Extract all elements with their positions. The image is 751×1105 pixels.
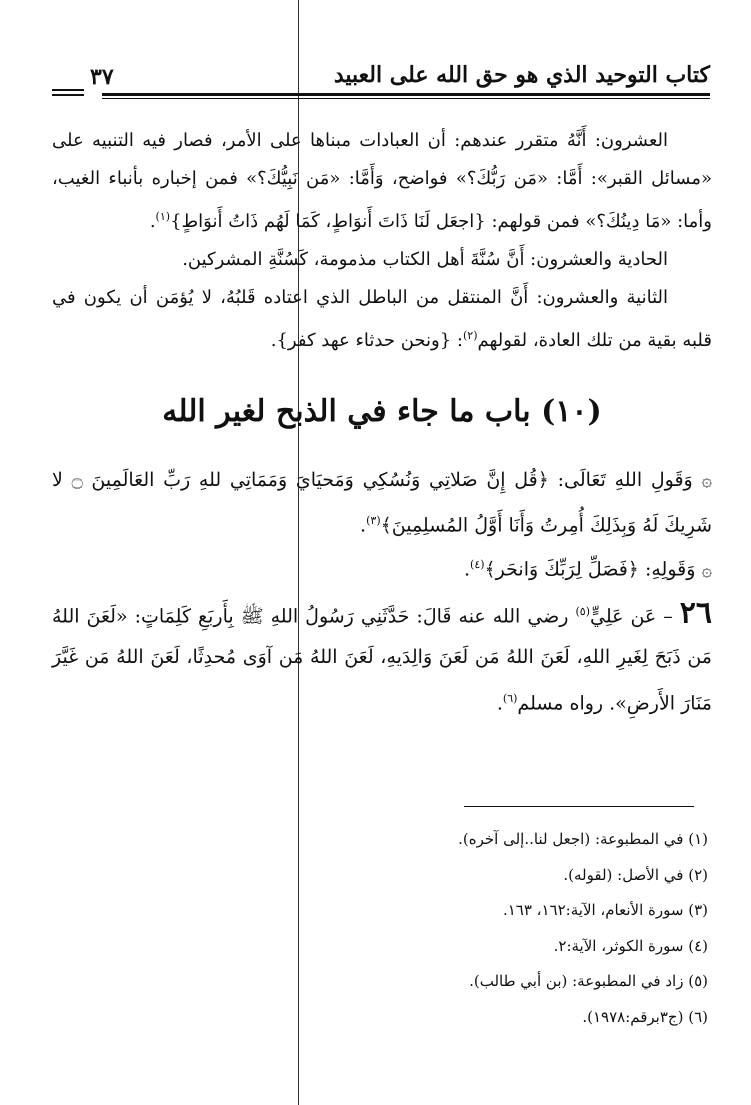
point-20-text: العشرون: أَنَّهُ متقرر عندهم: أن العبادات مبناها على الأمر، فصار فيه التنبيه على «مسائل القبر»: أَمَّا: «مَن رَبُّكَ؟» فواضح، وَأَمَّا: «مَن نَبِيُّكَ؟» فمن إخباره بأنباء الغيب، وأما: «مَا دِينُكَ؟» فمن قولهم: {اجعَل لَنَا ذَاتَ أَنوَاطٍ، كَمَا لَهُم ذَاتُ أَنوَاطٍ} (52, 130, 712, 232)
chapter-heading: (١٠) باب ما جاء في الذبح لغير الله (162, 394, 602, 429)
running-header (52, 62, 710, 102)
footnote-separator (464, 806, 694, 807)
star-ornament-icon: ۞ (701, 470, 712, 491)
footnote-ref: (١) (155, 210, 171, 223)
footnote: (٣) سورة الأنعام، الآية:١٦٢، ١٦٣. (502, 901, 708, 919)
header-dash (52, 94, 84, 96)
header-dash (52, 89, 84, 91)
footnote-ref: (٥) (575, 604, 590, 618)
verse-1: ۞ وَقَولِ اللهِ تَعَالَى: ﴿قُل إِنَّ صَلاتِي وَنُسُكِي وَمَحيَايَ وَمَمَاتِي للهِ رَبِّ العَالَمِينَ ۝ لا شَرِيكَ لَهُ وَبِذَلِكَ أُمِرتُ وَأَنَا أَوَّلُ المُسلِمِينَ﴾$^{(٣)}$. (52, 460, 712, 545)
header-rule-thick (102, 93, 710, 96)
verse-2: ۞ وَقَولِهِ: ﴿فَصَلِّ لِرَبِّكَ وَانحَر﴾$^{(٤)}$. (52, 545, 712, 590)
footnote-ref: (٦) (502, 691, 518, 705)
footnotes (80, 822, 708, 1035)
point-22 (52, 279, 712, 360)
footnote-ref: (٣) (366, 514, 381, 527)
footnote: (٦) (ج٣برقم:١٩٧٨). (582, 1007, 708, 1026)
point-22-text: الثانية والعشرون: أَنَّ المنتقل من الباطل الذي اعتاده قَلبُهُ، لا يُؤمَن أن يكون في قلبه بقية من تلك العادة، لقولهم (52, 287, 712, 351)
page-content (52, 122, 712, 724)
header-title: كتاب التوحيد الذي هو حق الله على العبيد (333, 62, 710, 88)
footnote-ref: (٤) (470, 558, 485, 572)
point-20: العشرون: أَنَّهُ متقرر عندهم: أن العبادات مبناها على الأمر، فصار فيه التنبيه على «مسائل القبر»: أَمَّا: «مَن رَبُّكَ؟» فواضح، وَأَمَّا: «مَن نَبِيُّكَ؟» فمن إخباره بأنباء الغيب، وأما: «مَا دِينُكَ؟» فمن قولهم: {اجعَل لَنَا ذَاتَ أَنوَاطٍ، كَمَا لَهُم ذَاتُ أَنوَاطٍ}$^{(١)}$. (52, 130, 712, 232)
hadith-text: رضي الله عنه قَالَ: حَدَّثَنِي رَسُولُ اللهِ ﷺ بِأَربَعِ كَلِمَاتٍ: «لَعَنَ اللهُ مَن ذَبَحَ لِغَيرِ اللهِ، لَعَنَ اللهُ مَن لَعَنَ وَالِدَيهِ، لَعَنَ اللهُ مَن آوَى مُحدِثًا، لَعَنَ اللهُ مَن غَيَّرَ مَنَارَ الأَرضِ». رواه مسلم (52, 604, 712, 715)
footnote-ref: (٢) (462, 329, 478, 342)
footnote: (٤) سورة الكوثر، الآية:٢. (553, 936, 708, 955)
hadith-number: ٢٦ (679, 594, 713, 630)
hadith-26: ٢٦ – عَن عَلِيٍّ$^{(٥)}$ رضي الله عنه قَالَ: حَدَّثَنِي رَسُولُ اللهِ ﷺ بِأَربَعِ كَلِمَاتٍ: «لَعَنَ اللهُ مَن ذَبَحَ لِغَيرِ اللهِ، لَعَنَ اللهُ مَن لَعَنَ وَالِدَيهِ، لَعَنَ اللهُ مَن آوَى مُحدِثًا، لَعَنَ اللهُ مَن غَيَّرَ مَنَارَ الأَرضِ». رواه مسلم$^{(٦)}$. (52, 594, 713, 715)
header-rule-thin (102, 98, 710, 99)
verse-1-text: وَقَولِ اللهِ تَعَالَى: ﴿قُل إِنَّ صَلاتِي وَنُسُكِي وَمَحيَايَ وَمَمَاتِي للهِ رَبِّ العَالَمِينَ ۝ لا شَرِيكَ لَهُ وَبِذَلِكَ أُمِرتُ وَأَنَا أَوَّلُ المُسلِمِينَ﴾ (52, 469, 712, 537)
point-22-quote: : {ونحن حدثاء عهد كفر}. (270, 330, 463, 351)
footnote: (٥) زاد في المطبوعة: (بن أبي طالب). (469, 972, 708, 990)
star-ornament-icon: ۞ (701, 559, 712, 581)
footnote: (١) في المطبوعة: (اجعل لنا..إلى آخره). (458, 830, 708, 848)
page-number: ٣٧ (90, 64, 114, 90)
hadith-intro: – عَن عَلِيٍّ (590, 604, 673, 627)
verse-2-text: وَقَولِهِ: ﴿فَصَلِّ لِرَبِّكَ وَانحَر﴾ (484, 558, 696, 581)
footnote: (٢) في الأصل: (لقوله). (563, 865, 708, 884)
point-21: الحادية والعشرون: أَنَّ سُنَّةَ أهل الكتاب مذمومة، كَسُنَّةِ المشركين. (182, 249, 668, 270)
